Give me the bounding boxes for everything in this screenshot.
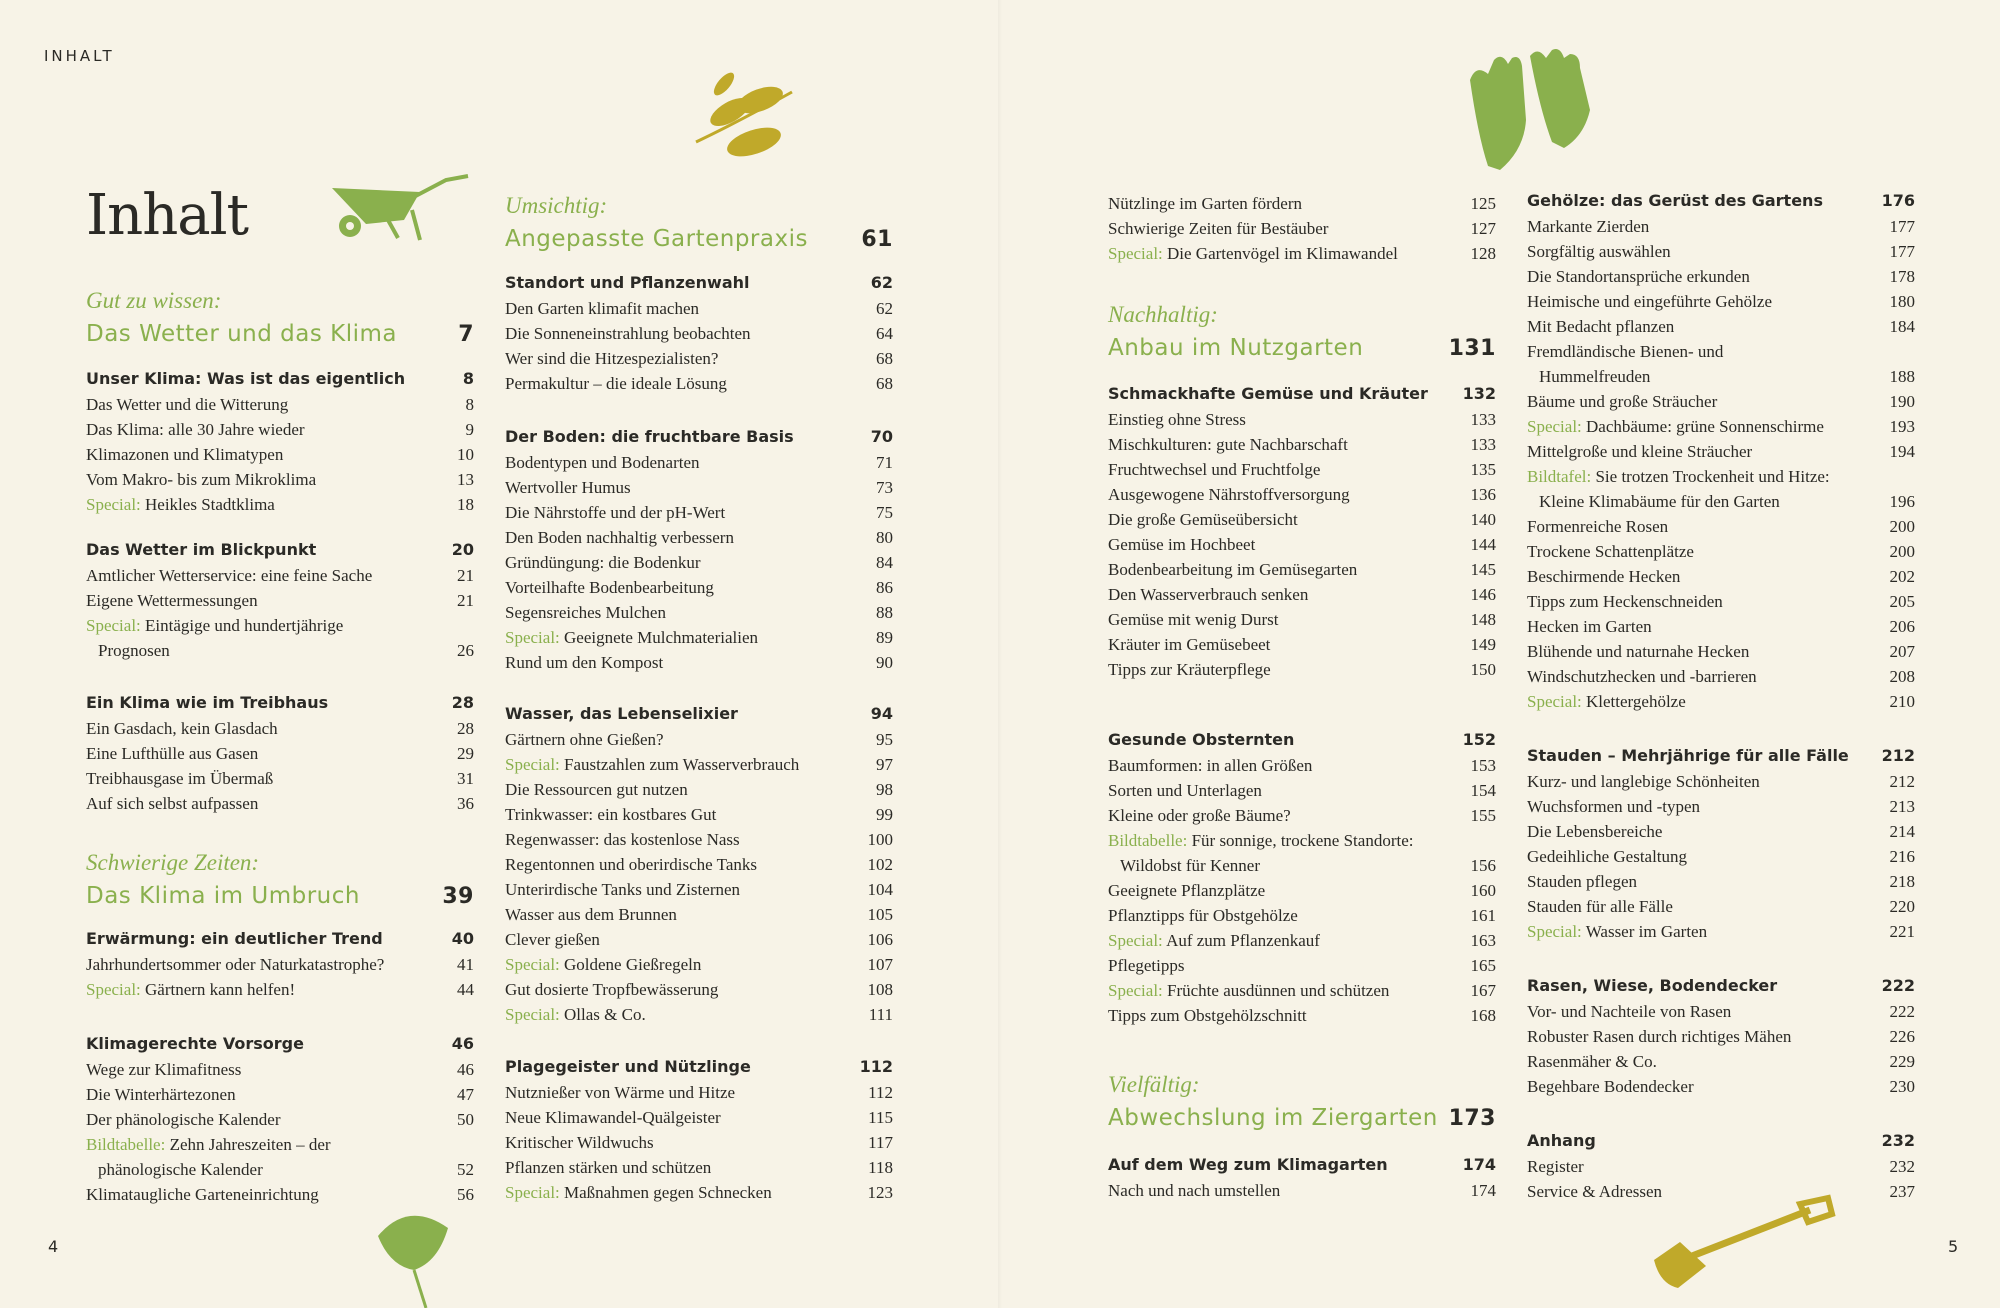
toc-entry[interactable]: Bildtafel: Sie trotzen Trockenheit und Hitze:: [1527, 467, 1830, 486]
page-number-left: 4: [48, 1237, 59, 1256]
toc-entry[interactable]: Neue Klimawandel-Quälgeister 115: [505, 1108, 893, 1127]
section-gut-zu-wissen: [86, 286, 474, 353]
toc-entry[interactable]: Special: Die Gartenvögel im Klimawandel 128: [1108, 244, 1496, 263]
toc-entry[interactable]: Kurz- und langlebige Schönheiten 212: [1527, 772, 1915, 791]
chapter-rasen: [1527, 973, 1915, 1099]
toc-entry[interactable]: Die Winterhärtezonen 47: [86, 1085, 474, 1104]
chapter-heading[interactable]: Ein Klima wie im Treibhaus 28: [86, 693, 474, 712]
toc-entry[interactable]: Sorgfältig auswählen 177: [1527, 242, 1915, 261]
right-page: [1000, 0, 2000, 1308]
chapter-heading[interactable]: Anhang 232: [1527, 1131, 1915, 1150]
toc-entry[interactable]: Gut dosierte Tropfbewässerung 108: [505, 980, 893, 999]
section-kicker: Vielfältig:: [1108, 1072, 1200, 1097]
chapter-heading[interactable]: Rasen, Wiese, Bodendecker 222: [1527, 976, 1915, 995]
toc-entry[interactable]: Wertvoller Humus 73: [505, 478, 893, 497]
toc-entry[interactable]: Die große Gemüseübersicht 140: [1108, 510, 1496, 529]
toc-entry[interactable]: Wege zur Klimafitness 46: [86, 1060, 474, 1079]
chapter-heading[interactable]: Erwärmung: ein deutlicher Trend 40: [86, 929, 474, 948]
leaf-branch-icon: [688, 72, 803, 164]
wheelbarrow-icon: [328, 170, 470, 242]
page-number-right: 5: [1948, 1237, 1959, 1256]
toc-entry[interactable]: Stauden pflegen 218: [1527, 872, 1915, 891]
chapter-heading[interactable]: Das Wetter im Blickpunkt 20: [86, 540, 474, 559]
toc-entry[interactable]: Fruchtwechsel und Fruchtfolge 135: [1108, 460, 1496, 479]
toc-entry[interactable]: Trockene Schattenplätze 200: [1527, 542, 1915, 561]
toc-entry[interactable]: Clever gießen 106: [505, 930, 893, 949]
toc-entry[interactable]: Wuchsformen und -typen 213: [1527, 797, 1915, 816]
toc-entry[interactable]: Eine Lufthülle aus Gasen 29: [86, 744, 474, 763]
chapter-klima-treibhaus: [86, 690, 474, 816]
toc-entry[interactable]: Special: Eintägige und hundertjährige: [86, 616, 344, 635]
toc-entry[interactable]: Kräuter im Gemüsebeet 149: [1108, 635, 1496, 654]
chapter-gemuese-kraeuter: [1108, 381, 1496, 682]
toc-entry[interactable]: Wildobst für Kenner 156: [1120, 856, 1496, 875]
chapter-wasser: [505, 701, 893, 1027]
toc-entry[interactable]: Schwierige Zeiten für Bestäuber 127: [1108, 219, 1496, 238]
toc-entry[interactable]: Tipps zum Heckenschneiden 205: [1527, 592, 1915, 611]
toc-entry[interactable]: Nützlinge im Garten fördern 125: [1108, 194, 1496, 213]
toc-entry[interactable]: Mischkulturen: gute Nachbarschaft 133: [1108, 435, 1496, 454]
toc-entry[interactable]: Den Wasserverbrauch senken 146: [1108, 585, 1496, 604]
toc-entry[interactable]: Bodenbearbeitung im Gemüsegarten 145: [1108, 560, 1496, 579]
section-schwierige-zeiten: [86, 848, 474, 915]
chapter-boden: [505, 424, 893, 675]
toc-entry[interactable]: Die Ressourcen gut nutzen 98: [505, 780, 893, 799]
toc-entry[interactable]: Tipps zum Obstgehölzschnitt 168: [1108, 1006, 1496, 1025]
chapter-stauden: [1527, 743, 1915, 944]
toc-entry[interactable]: Prognosen 26: [98, 641, 474, 660]
gardening-gloves-icon: [1460, 40, 1596, 176]
toc-entry[interactable]: Special: Dachbäume: grüne Sonnenschirme 193: [1527, 417, 1915, 436]
toc-entry[interactable]: Heimische und eingeführte Gehölze 180: [1527, 292, 1915, 311]
toc-entry[interactable]: Regenwasser: das kostenlose Nass 100: [505, 830, 893, 849]
toc-entry[interactable]: Gemüse mit wenig Durst 148: [1108, 610, 1496, 629]
toc-entry[interactable]: phänologische Kalender 52: [98, 1160, 474, 1179]
toc-entry[interactable]: Hecken im Garten 206: [1527, 617, 1915, 636]
toc-entry[interactable]: Stauden für alle Fälle 220: [1527, 897, 1915, 916]
toc-entry[interactable]: Baumformen: in allen Größen 153: [1108, 756, 1496, 775]
toc-entry[interactable]: Markante Zierden 177: [1527, 217, 1915, 236]
toc-entry[interactable]: Einstieg ohne Stress 133: [1108, 410, 1496, 429]
toc-entry[interactable]: Unterirdische Tanks und Zisternen 104: [505, 880, 893, 899]
toc-entry[interactable]: Die Sonneneinstrahlung beobachten 64: [505, 324, 893, 343]
toc-entry[interactable]: Das Klima: alle 30 Jahre wieder 9: [86, 420, 474, 439]
toc-entry[interactable]: Special: Klettergehölze 210: [1527, 692, 1915, 711]
section-kicker: Umsichtig:: [505, 193, 608, 218]
toc-entry[interactable]: Kleine oder große Bäume? 155: [1108, 806, 1496, 825]
chapter-heading[interactable]: Gehölze: das Gerüst des Gartens 176: [1527, 191, 1915, 210]
toc-entry[interactable]: Robuster Rasen durch richtiges Mähen 226: [1527, 1027, 1915, 1046]
toc-entry[interactable]: Begehbare Bodendecker 230: [1527, 1077, 1915, 1096]
toc-entry[interactable]: Windschutzhecken und -barrieren 208: [1527, 667, 1915, 686]
toc-entry[interactable]: Segensreiches Mulchen 88: [505, 603, 893, 622]
toc-entry[interactable]: Klimataugliche Garteneinrichtung 56: [86, 1185, 474, 1204]
chapter-plagegeister: [505, 1054, 893, 1205]
toc-entry[interactable]: Die Lebensbereiche 214: [1527, 822, 1915, 841]
toc-entry[interactable]: Klimazonen und Klimatypen 10: [86, 445, 474, 464]
toc-entry[interactable]: Pflegetipps 165: [1108, 956, 1496, 975]
toc-entry[interactable]: Blühende und naturnahe Hecken 207: [1527, 642, 1915, 661]
section-nachhaltig: [1108, 300, 1496, 367]
toc-entry[interactable]: Der phänologische Kalender 50: [86, 1110, 474, 1129]
chapter-klimagarten: [1108, 1152, 1496, 1203]
toc-entry[interactable]: Gärtnern ohne Gießen? 95: [505, 730, 893, 749]
toc-entry[interactable]: Geeignete Pflanzplätze 160: [1108, 881, 1496, 900]
toc-entry[interactable]: Kritischer Wildwuchs 117: [505, 1133, 893, 1152]
toc-entry[interactable]: Sorten und Unterlagen 154: [1108, 781, 1496, 800]
chapter-anhang: [1527, 1128, 1915, 1204]
toc-entry[interactable]: Kleine Klimabäume für den Garten 196: [1539, 492, 1915, 511]
chapter-wetter-blickpunkt: [86, 537, 474, 663]
chapter-heading[interactable]: Stauden – Mehrjährige für alle Fälle 212: [1527, 746, 1915, 765]
section-title[interactable]: Abwechslung im Ziergarten 173: [1108, 1105, 1496, 1131]
toc-entry[interactable]: Permakultur – die ideale Lösung 68: [505, 374, 893, 393]
toc-entry[interactable]: Mittelgroße und kleine Sträucher 194: [1527, 442, 1915, 461]
toc-entry[interactable]: Special: Heikles Stadtklima 18: [86, 495, 474, 514]
chapter-heading[interactable]: Wasser, das Lebenselixier 94: [505, 704, 893, 723]
section-title[interactable]: Das Klima im Umbruch 39: [86, 883, 474, 909]
toc-entry[interactable]: Register 232: [1527, 1157, 1915, 1176]
toc-entry[interactable]: Vom Makro- bis zum Mikroklima 13: [86, 470, 474, 489]
toc-entry[interactable]: Wer sind die Hitzespezialisten? 68: [505, 349, 893, 368]
chapter-heading[interactable]: Gesunde Obsternten 152: [1108, 730, 1496, 749]
toc-entry[interactable]: Gedeihliche Gestaltung 216: [1527, 847, 1915, 866]
chapter-klimagerechte-vorsorge: [86, 1031, 474, 1207]
section-kicker: Schwierige Zeiten:: [86, 850, 260, 875]
chapter-heading[interactable]: Plagegeister und Nützlinge 112: [505, 1057, 893, 1076]
chapter-heading[interactable]: Klimagerechte Vorsorge 46: [86, 1034, 474, 1053]
toc-entry[interactable]: Bildtabelle: Zehn Jahreszeiten – der: [86, 1135, 331, 1154]
toc-entry[interactable]: Gemüse im Hochbeet 144: [1108, 535, 1496, 554]
toc-entry[interactable]: Special: Faustzahlen zum Wasserverbrauch 97: [505, 755, 893, 774]
toc-entry[interactable]: Beschirmende Hecken 202: [1527, 567, 1915, 586]
toc-entry[interactable]: Nutznießer von Wärme und Hitze 112: [505, 1083, 893, 1102]
toc-entry[interactable]: Special: Geeignete Mulchmaterialien 89: [505, 628, 893, 647]
toc-entry[interactable]: Ausgewogene Nährstoffversorgung 136: [1108, 485, 1496, 504]
toc-entry[interactable]: Special: Früchte ausdünnen und schützen 167: [1108, 981, 1496, 1000]
chapter-heading[interactable]: Auf dem Weg zum Klimagarten 174: [1108, 1155, 1496, 1174]
toc-entry[interactable]: Special: Gärtnern kann helfen! 44: [86, 980, 474, 999]
section-umsichtig: [505, 191, 893, 258]
toc-entry[interactable]: Eigene Wettermessungen 21: [86, 591, 474, 610]
toc-entry[interactable]: Den Boden nachhaltig verbessern 80: [505, 528, 893, 547]
chapter-standort: [505, 270, 893, 396]
toc-entry[interactable]: Special: Ollas & Co. 111: [505, 1005, 893, 1024]
section-kicker: Gut zu wissen:: [86, 288, 222, 313]
toc-entry[interactable]: Bodentypen und Bodenarten 71: [505, 453, 893, 472]
toc-entry[interactable]: Rasenmäher & Co. 229: [1527, 1052, 1915, 1071]
toc-entry[interactable]: Treibhausgase im Übermaß 31: [86, 769, 474, 788]
toc-entry[interactable]: Amtlicher Wetterservice: eine feine Sache 21: [86, 566, 474, 585]
toc-entry[interactable]: Ein Gasdach, kein Glasdach 28: [86, 719, 474, 738]
chapter-heading[interactable]: Der Boden: die fruchtbare Basis 70: [505, 427, 893, 446]
toc-entry[interactable]: Special: Maßnahmen gegen Schnecken 123: [505, 1183, 893, 1202]
toc-entry[interactable]: Jahrhundertsommer oder Naturkatastrophe? 41: [86, 955, 474, 974]
page-title: Inhalt: [86, 183, 249, 248]
ginkgo-leaf-icon: [368, 1206, 458, 1308]
section-title[interactable]: Anbau im Nutzgarten 131: [1108, 335, 1496, 361]
chapter-unser-klima: [86, 366, 474, 517]
toc-entry[interactable]: Bäume und große Sträucher 190: [1527, 392, 1915, 411]
toc-entry[interactable]: Die Nährstoffe und der pH-Wert 75: [505, 503, 893, 522]
toc-entry[interactable]: Den Garten klimafit machen 62: [505, 299, 893, 318]
toc-entry[interactable]: Pflanzen stärken und schützen 118: [505, 1158, 893, 1177]
chapter-gehoelze: [1527, 188, 1915, 714]
toc-entry[interactable]: Trinkwasser: ein kostbares Gut 99: [505, 805, 893, 824]
toc-entry[interactable]: Nach und nach umstellen 174: [1108, 1181, 1496, 1200]
toc-entry[interactable]: Tipps zur Kräuterpflege 150: [1108, 660, 1496, 679]
toc-entry[interactable]: Auf sich selbst aufpassen 36: [86, 794, 474, 813]
section-title[interactable]: Das Wetter und das Klima 7: [86, 321, 474, 347]
chapter-heading[interactable]: Schmackhafte Gemüse und Kräuter 132: [1108, 384, 1496, 403]
toc-entry[interactable]: Service & Adressen 237: [1527, 1182, 1915, 1201]
toc-entry[interactable]: Vorteilhafte Bodenbearbeitung 86: [505, 578, 893, 597]
chapter-heading[interactable]: Unser Klima: Was ist das eigentlich 8: [86, 369, 474, 388]
section-kicker: Nachhaltig:: [1108, 302, 1218, 327]
toc-entry[interactable]: Mit Bedacht pflanzen 184: [1527, 317, 1915, 336]
toc-entry[interactable]: Special: Auf zum Pflanzenkauf 163: [1108, 931, 1496, 950]
toc-entry[interactable]: Hummelfreuden 188: [1539, 367, 1915, 386]
toc-entry[interactable]: Wasser aus dem Brunnen 105: [505, 905, 893, 924]
toc-entry[interactable]: Special: Wasser im Garten 221: [1527, 922, 1915, 941]
section-title[interactable]: Angepasste Gartenpraxis 61: [505, 226, 893, 252]
section-vielfaeltig: [1108, 1070, 1496, 1137]
toc-entry[interactable]: Vor- und Nachteile von Rasen 222: [1527, 1002, 1915, 1021]
toc-entry[interactable]: Die Standortansprüche erkunden 178: [1527, 267, 1915, 286]
toc-entry[interactable]: Gründüngung: die Bodenkur 84: [505, 553, 893, 572]
chapter-nuetzlinge-cont: [1108, 191, 1496, 266]
running-head: INHALT: [44, 47, 115, 65]
toc-entry[interactable]: Fremdländische Bienen- und: [1527, 342, 1724, 361]
spade-icon: [1650, 1190, 1840, 1290]
chapter-obsternten: [1108, 727, 1496, 1028]
toc-entry[interactable]: Das Wetter und die Witterung 8: [86, 395, 474, 414]
toc-entry[interactable]: Pflanztipps für Obstgehölze 161: [1108, 906, 1496, 925]
chapter-heading[interactable]: Standort und Pflanzenwahl 62: [505, 273, 893, 292]
toc-entry[interactable]: Bildtabelle: Für sonnige, trockene Standorte:: [1108, 831, 1414, 850]
chapter-erwaermung: [86, 926, 474, 1002]
toc-entry[interactable]: Rund um den Kompost 90: [505, 653, 893, 672]
toc-entry[interactable]: Regentonnen und oberirdische Tanks 102: [505, 855, 893, 874]
toc-entry[interactable]: Special: Goldene Gießregeln 107: [505, 955, 893, 974]
toc-entry[interactable]: Formenreiche Rosen 200: [1527, 517, 1915, 536]
